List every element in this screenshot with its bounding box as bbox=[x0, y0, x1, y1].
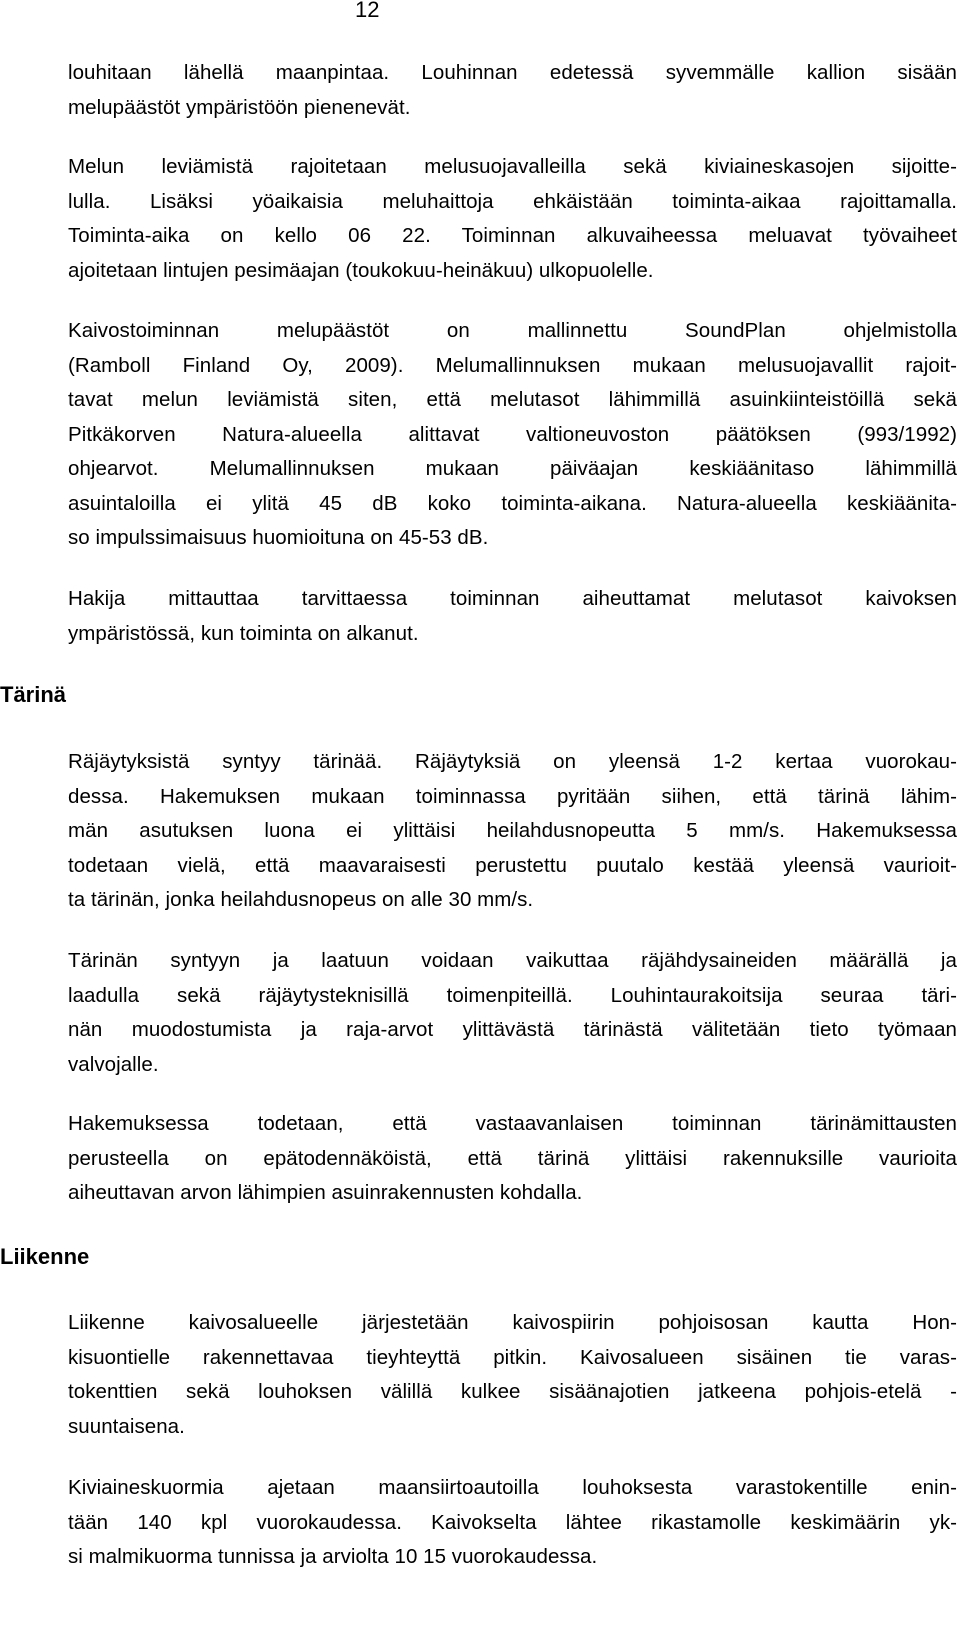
text-line: ta tärinän, jonka heilahdusnopeus on alle 30 mm/s. bbox=[68, 888, 534, 911]
text-line: ympäristössä, kun toiminta on alkanut. bbox=[68, 621, 419, 645]
text-line: todetaan vielä, että maavaraisesti perustettu puutalo kestää yleensä vaurioit- bbox=[68, 853, 957, 877]
text-line: kisuontielle rakennettavaa tieyhteyttä pitkin. Kaivosalueen sisäinen tie varas- bbox=[68, 1345, 957, 1369]
text-line: ajoitetaan lintujen pesimäajan (toukokuu-heinäkuu) ulkopuolelle. bbox=[68, 258, 654, 282]
text-line: Hakemuksessa todetaan, että vastaavanlaisen toiminnan tärinämittausten bbox=[68, 1112, 957, 1135]
text-line: asuintaloilla ei ylitä 45 dB koko toiminta-aikana. Natura-alueella keskiäänita- bbox=[68, 491, 957, 515]
text-line: suuntaisena. bbox=[68, 1414, 185, 1438]
text-line: män asutuksen luona ei ylittäisi heilahdusnopeutta 5 mm/s. Hakemuksessa bbox=[68, 819, 957, 842]
text-line: laadulla sekä räjäytysteknisillä toimenpiteillä. Louhintaurakoitsija seuraa täri- bbox=[68, 983, 957, 1007]
text-line: Liikenne kaivosalueelle järjestetään kaivospiirin pohjoisosan kautta Hon- bbox=[68, 1311, 957, 1334]
paragraph-blasting-vibration bbox=[68, 745, 957, 918]
text-line: Kaivostoiminnan melupäästöt on mallinnettu SoundPlan ohjelmistolla bbox=[68, 319, 957, 342]
text-line: nän muodostumista ja raja-arvot ylittävästä tärinästä välitetään tieto työmaan bbox=[68, 1018, 957, 1041]
text-line: Kiviaineskuormia ajetaan maansiirtoautoilla louhoksesta varastokentille enin- bbox=[68, 1476, 957, 1499]
paragraph-noise-decrease bbox=[68, 56, 957, 125]
text-line: Pitkäkorven Natura-alueella alittavat valtioneuvoston päätöksen (993/1992) bbox=[68, 422, 957, 446]
paragraph-noise-modelling bbox=[68, 314, 957, 556]
text-line: perusteella on epätodennäköistä, että tärinä ylittäisi rakennuksille vaurioita bbox=[68, 1146, 957, 1170]
paragraph-traffic-volume bbox=[68, 1471, 957, 1575]
text-line: si malmikuorma tunnissa ja arviolta 10 15 vuorokaudessa. bbox=[68, 1545, 598, 1568]
text-line: so impulssimaisuus huomioituna on 45-53 dB. bbox=[68, 526, 489, 549]
page-number: 12 bbox=[355, 0, 380, 22]
section-heading-traffic: Liikenne bbox=[0, 1244, 90, 1269]
paragraph-vibration-assessment bbox=[68, 1107, 957, 1211]
text-line: (Ramboll Finland Oy, 2009). Melumallinnuksen mukaan melusuojavallit rajoit- bbox=[68, 353, 957, 377]
text-line: valvojalle. bbox=[68, 1052, 159, 1076]
text-line: dessa. Hakemuksen mukaan toiminnassa pyritään siihen, että tärinä lähim- bbox=[68, 784, 957, 808]
text-line: ohjearvot. Melumallinnuksen mukaan päiväajan keskiäänitaso lähimmillä bbox=[68, 457, 957, 480]
text-line: tään 140 kpl vuorokaudessa. Kaivokselta lähtee rikastamolle keskimäärin yk- bbox=[68, 1510, 957, 1534]
section-heading-vibration: Tärinä bbox=[0, 682, 67, 707]
paragraph-vibration-control bbox=[68, 944, 957, 1082]
text-line: Toiminta-aika on kello 06 22. Toiminnan alkuvaiheessa meluavat työvaiheet bbox=[68, 224, 957, 247]
text-line: lulla. Lisäksi yöaikaisia meluhaittoja ehkäistään toiminta-aikaa rajoittamalla. bbox=[68, 189, 957, 213]
paragraph-traffic-route bbox=[68, 1306, 957, 1444]
text-line: aiheuttavan arvon lähimpien asuinrakennusten kohdalla. bbox=[68, 1181, 583, 1204]
text-line: Tärinän syntyyn ja laatuun voidaan vaikuttaa räjähdysaineiden määrällä ja bbox=[68, 949, 957, 972]
text-line: Melun leviämistä rajoitetaan melusuojavalleilla sekä kiviaineskasojen sijoitte- bbox=[68, 155, 957, 178]
paragraph-noise-mitigation bbox=[68, 150, 957, 288]
text-line: louhitaan lähellä maanpintaa. Louhinnan edetessä syvemmälle kallion sisään bbox=[68, 61, 957, 84]
text-line: Hakija mittauttaa tarvittaessa toiminnan aiheuttamat melutasot kaivoksen bbox=[68, 587, 957, 610]
text-line: melupäästöt ympäristöön pienenevät. bbox=[68, 95, 411, 119]
text-line: tavat melun leviämistä siten, että melutasot lähimmillä asuinkiinteistöillä sekä bbox=[68, 388, 957, 411]
paragraph-noise-measurement bbox=[68, 582, 957, 651]
text-line: Räjäytyksistä syntyy tärinää. Räjäytyksiä on yleensä 1-2 kertaa vuorokau- bbox=[68, 750, 957, 773]
text-line: tokenttien sekä louhoksen välillä kulkee sisäänajotien jatkeena pohjois-etelä - bbox=[68, 1380, 957, 1403]
